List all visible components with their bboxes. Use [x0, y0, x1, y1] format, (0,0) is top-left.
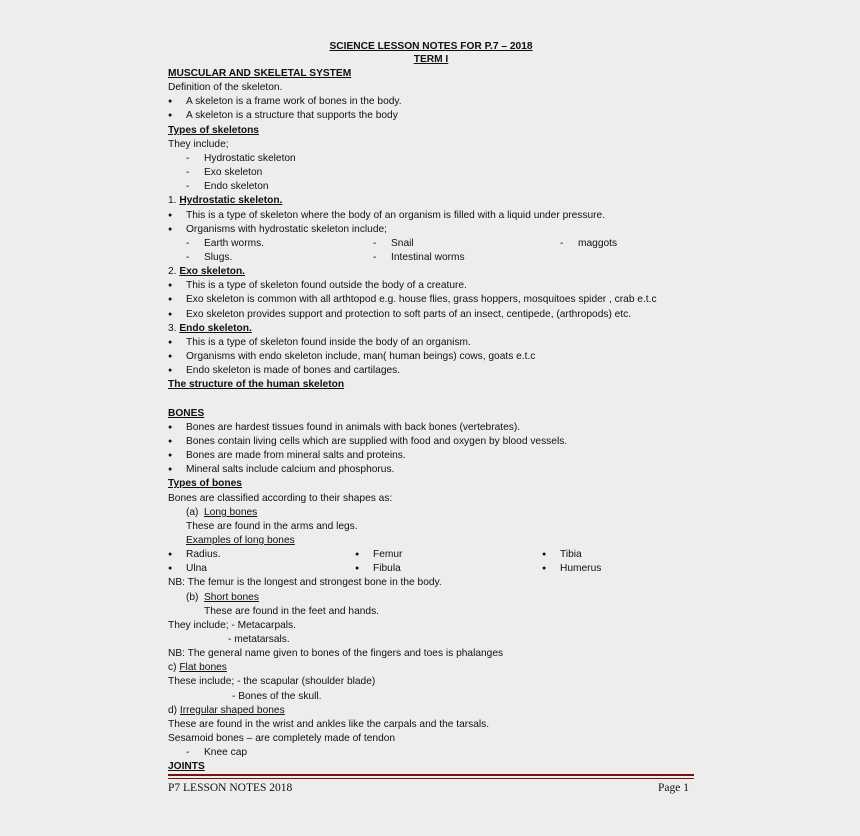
bullet-icon: ●: [168, 225, 173, 233]
text-line: [168, 633, 694, 647]
sub-label: c): [168, 662, 180, 674]
bullet-icon: ●: [168, 282, 173, 290]
text-line: [168, 534, 694, 548]
dash-marker: -: [560, 237, 564, 249]
text-line: [168, 322, 694, 336]
sub-label: (a): [186, 506, 199, 518]
bullet-text: A skeleton is a structure that supports the body: [186, 110, 398, 122]
text-line: [168, 562, 694, 576]
dash-text: Endo skeleton: [204, 181, 269, 193]
bullet-text: Bones are hardest tissues found in animals with back bones (vertebrates).: [186, 421, 521, 433]
bullet-text: Organisms with hydrostatic skeleton include;: [186, 223, 388, 235]
text-line: [168, 293, 694, 307]
dash-marker: -: [186, 237, 190, 249]
text-line: [168, 152, 694, 166]
section-heading: Types of bones: [168, 478, 242, 490]
text-line: [168, 591, 694, 605]
text-line: [168, 506, 694, 520]
text-line: [168, 449, 694, 463]
list-item-text: Humerus: [560, 563, 602, 575]
bullet-icon: ●: [168, 211, 173, 219]
text-line: [168, 350, 694, 364]
bullet-icon: ●: [168, 353, 173, 360]
text-line: [168, 407, 694, 421]
bullet-icon: ●: [542, 565, 547, 573]
text-line: [168, 520, 694, 534]
sub-heading: Short bones: [204, 591, 259, 603]
section-heading: Types of skeletons: [168, 124, 259, 136]
sub-heading: Flat bones: [179, 662, 227, 674]
text-line: [168, 378, 694, 392]
bullet-icon: ●: [542, 551, 547, 559]
text-line: [168, 194, 694, 208]
list-item-text: Femur: [373, 549, 403, 561]
bullet-icon: ●: [168, 338, 173, 346]
section-heading: MUSCULAR AND SKELETAL SYSTEM: [168, 68, 352, 79]
sub-heading: Examples of long bones: [186, 534, 295, 546]
text-line: [168, 647, 694, 661]
bullet-icon: ●: [168, 452, 173, 460]
section-heading: BONES: [168, 407, 205, 419]
list-item-text: maggots: [578, 237, 618, 249]
section-heading: The structure of the human skeleton: [168, 379, 345, 391]
text-line: [168, 605, 694, 619]
bullet-icon: ●: [168, 112, 173, 120]
text-line: [168, 760, 694, 774]
bullet-text: Exo skeleton is common with all arthtopod e.g. house flies, grass hoppers, mosquitoes spider , crab e.t.c: [186, 294, 657, 306]
text-line: [168, 421, 694, 435]
bullet-text: This is a type of skeleton found outside the body of a creature.: [186, 280, 467, 292]
bullet-text: This is a type of skeleton found inside the body of an organism.: [186, 336, 471, 348]
list-item-text: Ulna: [186, 563, 207, 575]
bullet-text: Endo skeleton is made of bones and cartilages.: [186, 365, 401, 377]
paragraph-text: Bones are classified according to their shapes as:: [168, 492, 393, 504]
text-line: [168, 675, 694, 689]
bullet-icon: ●: [168, 466, 173, 474]
sub-heading: Irregular shaped bones: [179, 704, 285, 716]
sub-heading: Long bones: [204, 506, 258, 518]
dash-marker: -: [186, 747, 190, 759]
sub-label: d): [168, 704, 180, 716]
dash-text: Hydrostatic skeleton: [204, 152, 296, 164]
text-line: [168, 336, 694, 350]
text-line: [168, 661, 694, 675]
text-line: [168, 279, 694, 293]
dash-marker: -: [186, 167, 190, 179]
text-line: [168, 67, 694, 81]
text-line: [168, 308, 694, 322]
bullet-text: Organisms with endo skeleton include, man( human beings) cows, goats e.t.c: [186, 351, 536, 362]
text-line: [168, 124, 694, 138]
text-line: [168, 435, 694, 449]
dash-marker: -: [373, 251, 377, 263]
bullet-icon: ●: [355, 551, 360, 559]
text-line: [168, 690, 694, 704]
text-line: [168, 209, 694, 223]
bullet-icon: ●: [168, 296, 173, 304]
paragraph-text: NB: The femur is the longest and strongest bone in the body.: [168, 577, 442, 589]
section-heading: Hydrostatic skeleton.: [179, 195, 283, 207]
text-line: [168, 237, 694, 251]
paragraph-text: NB: The general name given to bones of the fingers and toes is phalanges: [168, 648, 504, 660]
dash-text: Knee cap: [204, 747, 248, 759]
section-heading: JOINTS: [168, 761, 205, 773]
list-item-text: Slugs.: [204, 251, 233, 263]
list-item-text: Fibula: [373, 563, 401, 575]
text-line: [168, 251, 694, 265]
text-line: [168, 95, 694, 109]
dash-marker: -: [186, 152, 190, 164]
paragraph-text: These are found in the feet and hands.: [204, 605, 380, 617]
bullet-icon: ●: [168, 423, 173, 431]
list-item-text: Earth worms.: [204, 237, 265, 249]
text-line: [168, 492, 694, 506]
text-line: [168, 223, 694, 237]
bullet-icon: ●: [168, 98, 173, 106]
paragraph-text: They include; - Metacarpals.: [168, 619, 296, 631]
footer-rule: [168, 774, 694, 776]
paragraph-text: These are found in the wrist and ankles like the carpals and the tarsals.: [168, 718, 490, 730]
text-line: [168, 477, 694, 491]
text-line: [168, 265, 694, 279]
document-page: [168, 0, 694, 836]
dash-text: Exo skeleton: [204, 167, 263, 179]
list-item-text: Radius.: [186, 549, 221, 561]
bullet-icon: ●: [168, 551, 173, 559]
text-line: [168, 704, 694, 718]
text-line: [168, 576, 694, 590]
text-line: [168, 109, 694, 123]
dash-marker: -: [186, 181, 190, 193]
list-item-text: Tibia: [560, 549, 582, 561]
list-item-text: Intestinal worms: [391, 251, 465, 263]
paragraph-text: They include;: [168, 138, 229, 150]
bullet-text: This is a type of skeleton where the body of an organism is filled with a liquid under pressure.: [186, 209, 606, 221]
sub-label: (b): [186, 591, 199, 603]
bullet-icon: ●: [168, 367, 173, 375]
paragraph-text: Sesamoid bones – are completely made of tendon: [168, 733, 396, 745]
bullet-icon: ●: [168, 565, 173, 573]
bullet-text: Exo skeleton provides support and protection to soft parts of an insect, centipede, (arthropods) etc.: [186, 308, 632, 320]
document-term: TERM I: [413, 54, 449, 65]
bullet-text: Bones are made from mineral salts and proteins.: [186, 450, 406, 462]
text-line: [168, 180, 694, 194]
dash-marker: -: [186, 251, 190, 263]
paragraph-text: These are found in the arms and legs.: [186, 520, 358, 532]
document-title: SCIENCE LESSON NOTES FOR P.7 – 2018: [329, 41, 533, 52]
footer-rule-thin: [168, 778, 694, 779]
text-line: [168, 138, 694, 152]
text-line: [168, 548, 694, 562]
bullet-text: A skeleton is a frame work of bones in the body.: [186, 96, 402, 108]
text-line: [168, 81, 694, 95]
text-line: [168, 718, 694, 732]
section-heading: Exo skeleton.: [179, 266, 246, 278]
text-line: [168, 364, 694, 378]
text-line: [168, 392, 694, 406]
text-line: [168, 463, 694, 477]
footer-page-number: Page 1: [658, 782, 689, 794]
bullet-icon: ●: [168, 310, 173, 318]
text-line: [168, 746, 694, 760]
text-line: [168, 732, 694, 746]
bullet-text: Bones contain living cells which are supplied with food and oxygen by blood vessels.: [186, 435, 568, 447]
dash-marker: -: [373, 237, 377, 249]
text-line: [168, 166, 694, 180]
bullet-icon: ●: [168, 437, 173, 445]
bullet-icon: ●: [355, 565, 360, 573]
paragraph-text: - Bones of the skull.: [232, 690, 322, 702]
footer-left-text: P7 LESSON NOTES 2018: [168, 782, 293, 794]
section-number: 3.: [168, 322, 180, 334]
section-number: 1.: [168, 195, 180, 207]
text-line: [168, 619, 694, 633]
paragraph-text: These include; - the scapular (shoulder blade): [168, 676, 376, 688]
paragraph-text: Definition of the skeleton.: [168, 82, 283, 94]
section-number: 2.: [168, 266, 180, 278]
section-heading: Endo skeleton.: [179, 322, 252, 334]
paragraph-text: - metatarsals.: [228, 634, 290, 645]
bullet-text: Mineral salts include calcium and phosphorus.: [186, 464, 395, 476]
list-item-text: Snail: [391, 237, 414, 249]
